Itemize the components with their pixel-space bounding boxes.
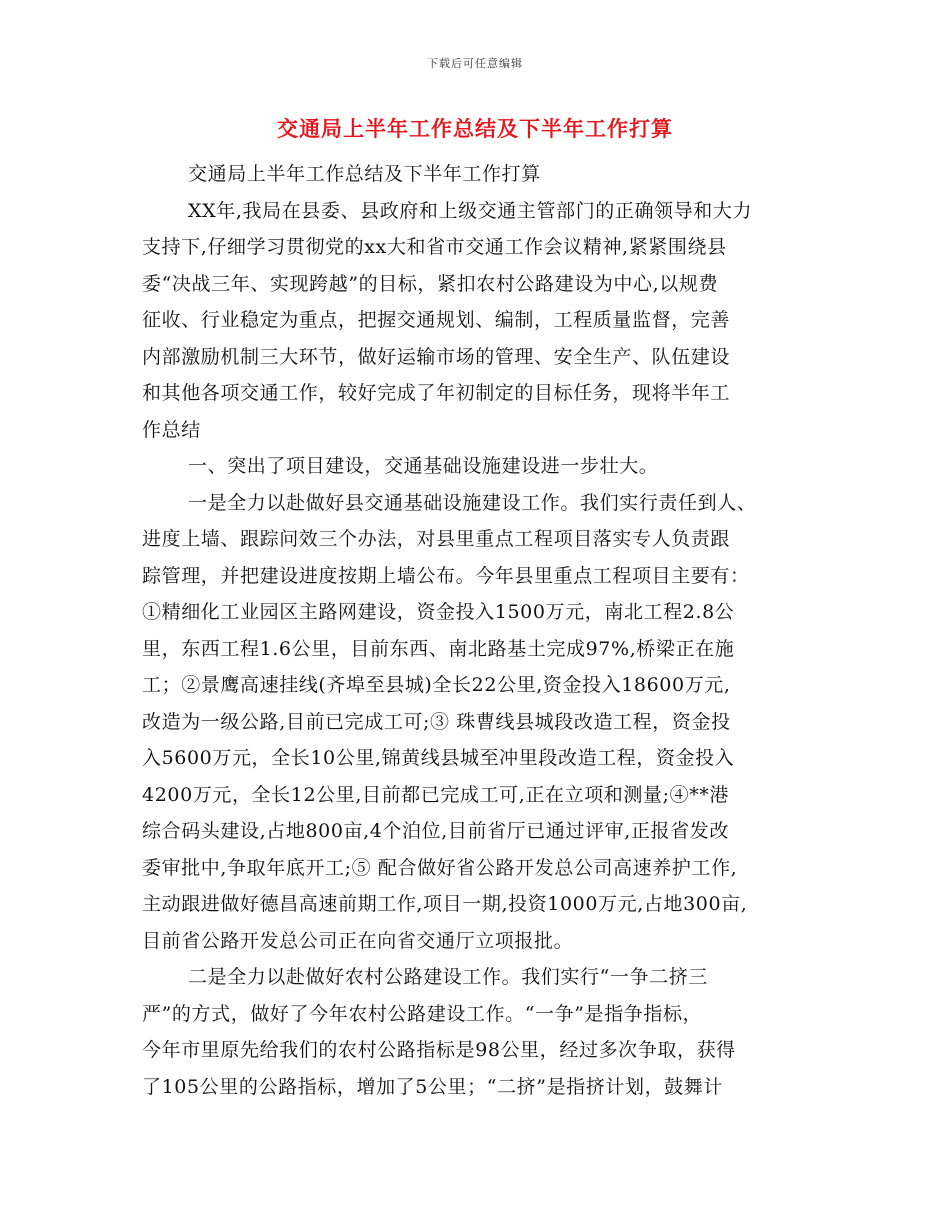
body-line: 工；②景鹰高速挂线(齐埠至县城)全长22公里,资金投入18600万元, xyxy=(142,674,731,696)
body-line: 和其他各项交通工作，较好完成了年初制定的目标任务，现将半年工 xyxy=(142,382,731,404)
body-line: 今年市里原先给我们的农村公路指标是98公里，经过多次争取，获得 xyxy=(142,1039,736,1061)
body-line: 入5600万元，全长10公里,锦黄线县城至冲里段改造工程，资金投入 xyxy=(142,747,735,769)
body-line: 作总结 xyxy=(142,418,201,441)
body-line: XX年,我局在县委、县政府和上级交通主管部门的正确领导和大力 xyxy=(188,199,753,222)
body-line: 综合码头建设,占地800亩,4个泊位,目前省厅已通过评审,正报省发改 xyxy=(142,820,729,842)
body-line: 征收、行业稳定为重点，把握交通规划、编制，工程质量监督，完善 xyxy=(142,309,731,331)
body-line: 委审批中,争取年底开工;⑤ 配合做好省公路开发总公司高速养护工作, xyxy=(142,856,738,879)
body-line: 交通局上半年工作总结及下半年工作打算 xyxy=(188,163,541,185)
body-line: 进度上墙、跟踪问效三个办法，对县里重点工程项目落实专人负责跟 xyxy=(142,528,731,550)
body-line: 一是全力以赴做好县交通基础设施建设工作。我们实行责任到人、 xyxy=(188,491,757,514)
body-line: 委“决战三年、实现跨越”的目标，紧扣农村公路建设为中心,以规费 xyxy=(142,272,719,295)
body-line: 一、突出了项目建设，交通基础设施建设进一步壮大。 xyxy=(188,455,659,477)
body-line: ①精细化工业园区主路网建设，资金投入1500万元，南北工程2.8公 xyxy=(142,601,735,623)
body-line: 4200万元，全长12公里,目前都已完成工可,正在立项和测量;④**港 xyxy=(142,783,730,806)
body-line: 二是全力以赴做好农村公路建设工作。我们实行“一争二挤三 xyxy=(188,966,708,988)
body-line: 支持下,仔细学习贯彻党的xx大和省市交通工作会议精神,紧紧围绕县 xyxy=(142,236,727,258)
body-line: 里，东西工程1.6公里，目前东西、南北路基土完成97%,桥梁正在施 xyxy=(142,637,735,660)
document-title: 交通局上半年工作总结及下半年工作打算 xyxy=(277,116,673,141)
body-line: 目前省公路开发总公司正在向省交通厅立项报批。 xyxy=(142,929,574,952)
document-body xyxy=(142,156,822,1105)
body-line: 内部激励机制三大环节，做好运输市场的管理、安全生产、队伍建设 xyxy=(142,345,731,368)
body-line: 踪管理，并把建设进度按期上墙公布。今年县里重点工程项目主要有： xyxy=(142,564,750,587)
body-line: 严”的方式，做好了今年农村公路建设工作。“一争”是指争指标， xyxy=(142,1002,703,1025)
body-line: 了105公里的公路指标，增加了5公里；“二挤”是指挤计划，鼓舞计 xyxy=(142,1075,723,1098)
body-line: 主动跟进做好德昌高速前期工作,项目一期,投资1000万元,占地300亩, xyxy=(142,893,748,915)
page-header-note: 下载后可任意编辑 xyxy=(427,57,523,70)
body-line: 改造为一级公路,目前已完成工可;③ 珠曹线县城段改造工程，资金投 xyxy=(142,710,731,733)
